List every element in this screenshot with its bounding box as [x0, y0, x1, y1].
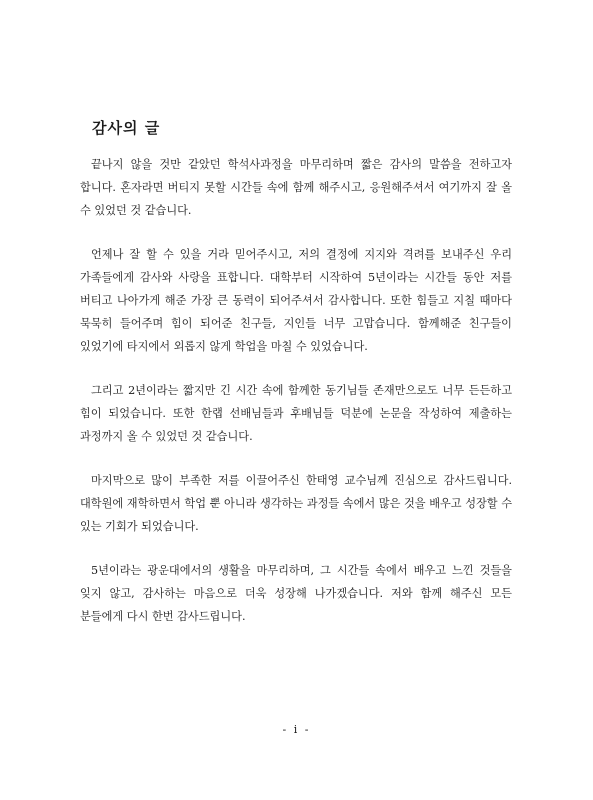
page-title: 감사의 글 — [92, 119, 161, 137]
paragraph-3: 그리고 2년이라는 짧지만 긴 시간 속에 함께한 동기님들 존재만으로도 너무 든든하고 힘이 되었습니다. 또한 한랩 선배님들과 후배님들 덕분에 논문을 작성하여 제출하는 과정까지 올 수 있었던 것 같습니다. — [80, 384, 512, 443]
acknowledgment-body — [80, 153, 512, 649]
paragraph-1: 끝나지 않을 것만 같았던 학석사과정을 마무리하며 짧은 감사의 말씀을 전하고자 합니다. 혼자라면 버티지 못할 시간들 속에 함께 해주시고, 응원해주셔서 여기까지 잘 올 수 있었던 것 같습니다. — [80, 158, 512, 217]
paragraph-5: 5년이라는 광운대에서의 생활을 마무리하며, 그 시간들 속에서 배우고 느낀 것들을 잊지 않고, 감사하는 마음으로 더욱 성장해 나가겠습니다. 저와 함께 해주신 모든 분들에게 다시 한번 감사드립니다. — [80, 564, 512, 623]
page-number: - i - — [282, 723, 311, 736]
paragraph-2: 언제나 잘 할 수 있을 거라 믿어주시고, 저의 결정에 지지와 격려를 보내주신 우리 가족들에게 감사와 사랑을 표합니다. 대학부터 시작하여 5년이라는 시간들 동안 저를 버티고 나아가게 해준 가장 큰 동력이 되어주셔서 감사합니다. 또한 힘들고 지칠 때마다 묵묵히 들어주며 힘이 되어준 친구들, 지인들 너무 고맙습니다. 함께해준 친구들이 있었기에 타지에서 외롭지 않게 학업을 마칠 수 있었습니다. — [80, 248, 512, 353]
paragraph-4: 마지막으로 많이 부족한 저를 이끌어주신 한태영 교수님께 진심으로 감사드립니다. 대학원에 재학하면서 학업 뿐 아니라 생각하는 과정들 속에서 많은 것을 배우고 성장할 수 있는 기회가 되었습니다. — [80, 474, 512, 533]
